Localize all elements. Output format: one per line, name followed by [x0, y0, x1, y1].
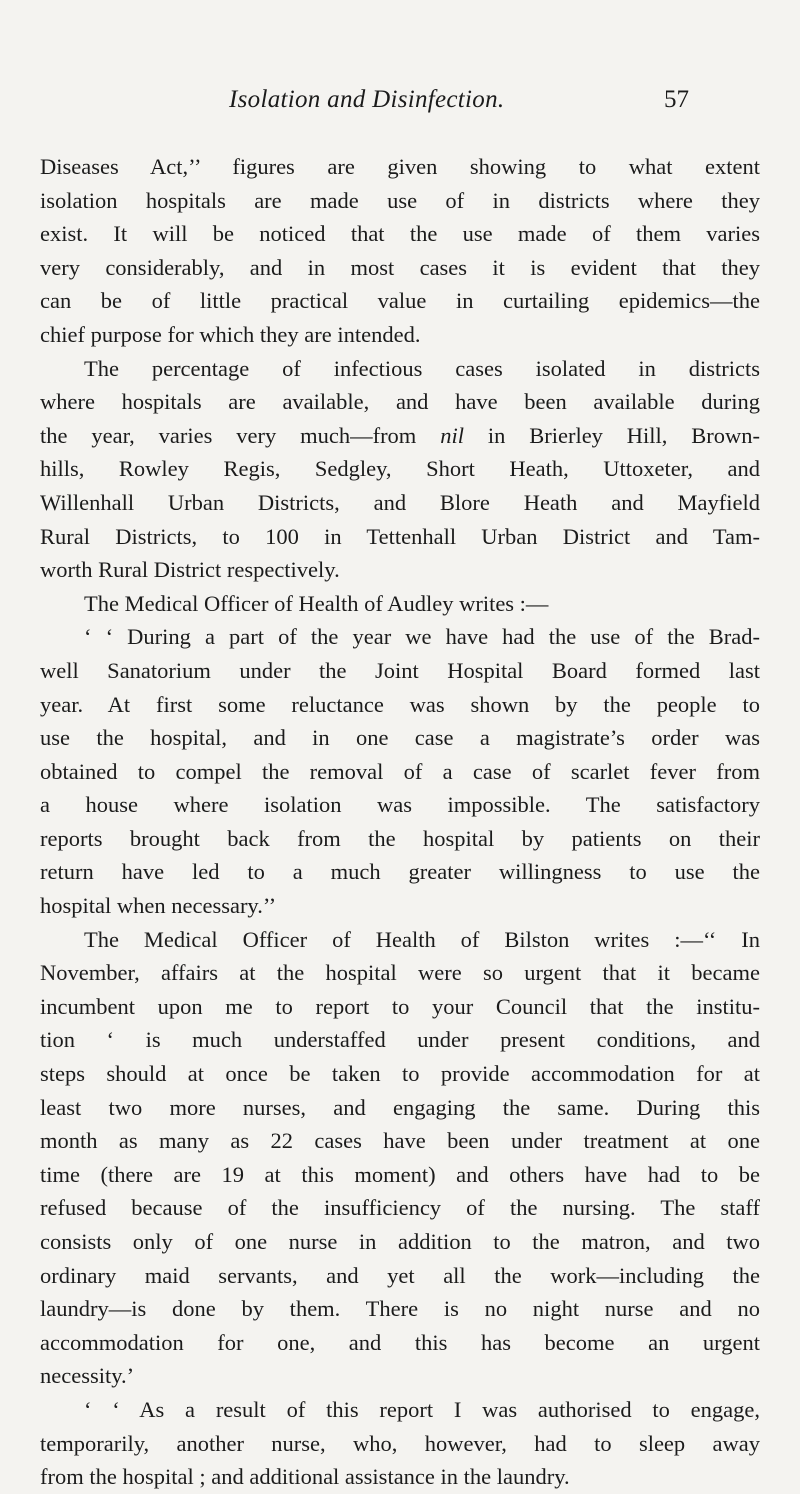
text-line: return have led to a much greater willingness to use the: [40, 859, 760, 885]
text-line: obtained to compel the removal of a case of scarlet fever from: [40, 758, 760, 784]
text-line: isolation hospitals are made use of in districts where they: [40, 187, 760, 213]
text-line: least two more nurses, and engaging the same. During this: [40, 1094, 760, 1120]
text-line: where hospitals are available, and have been available during: [40, 389, 760, 415]
text-line: ‘ ‘ As a result of this report I was authorised to engage,: [84, 1396, 760, 1422]
text-line: well Sanatorium under the Joint Hospital Board formed last: [40, 657, 760, 683]
text-line: ordinary maid servants, and yet all the work—including the: [40, 1262, 760, 1288]
text-line: necessity.’: [40, 1363, 135, 1389]
text-segment: the year, varies very much—from: [40, 422, 417, 448]
text-line: Diseases Act,’’ figures are given showing to what extent: [40, 154, 760, 179]
text-line: worth Rural District respectively.: [40, 557, 340, 583]
text-line: accommodation for one, and this has become an urgent: [40, 1329, 760, 1355]
text-line: year. At first some reluctance was shown by the people to: [40, 691, 760, 717]
text-line: chief purpose for which they are intended.: [40, 321, 421, 347]
text-line: The Medical Officer of Health of Audley writes :—: [84, 590, 549, 616]
text-line: tion ‘ is much understaffed under present conditions, and: [40, 1027, 760, 1053]
text-line: exist. It will be noticed that the use made of them varies: [40, 221, 760, 247]
text-line: very considerably, and in most cases it is evident that they: [40, 254, 760, 280]
text-line: refused because of the insufficiency of the nursing. The staff: [40, 1195, 760, 1221]
text-line: incumbent upon me to report to your Council that the institu-: [40, 993, 760, 1019]
text-line: The Medical Officer of Health of Bilston writes :—‘‘ In: [84, 926, 760, 952]
text-line: ‘ ‘ During a part of the year we have had the use of the Brad-: [84, 624, 760, 650]
text-line: temporarily, another nurse, who, however, had to sleep away: [40, 1430, 760, 1456]
text-line: use the hospital, and in one case a magistrate’s order was: [40, 725, 760, 751]
text-line: reports brought back from the hospital by patients on their: [40, 825, 760, 851]
text-line: Willenhall Urban Districts, and Blore Heath and Mayfield: [40, 489, 760, 515]
running-title: Isolation and Disinfection.: [229, 86, 505, 113]
running-head: [0, 86, 800, 126]
italic-word: nil: [440, 422, 464, 448]
text-line: Rural Districts, to 100 in Tettenhall Urban District and Tam-: [40, 523, 760, 549]
text-line: from the hospital ; and additional assistance in the laundry.: [40, 1464, 570, 1490]
text-segment: in Brierley Hill, Brown-: [487, 422, 761, 448]
text-line: November, affairs at the hospital were so urgent that it became: [40, 960, 760, 986]
text-line: hospital when necessary.’’: [40, 893, 277, 919]
text-line: a house where isolation was impossible. The satisfactory: [40, 792, 760, 818]
text-line: [40, 419, 760, 453]
text-line: hills, Rowley Regis, Sedgley, Short Heath, Uttoxeter, and: [40, 456, 760, 482]
text-line: consists only of one nurse in addition to the matron, and two: [40, 1229, 760, 1254]
text-line: time (there are 19 at this moment) and others have had to be: [40, 1161, 760, 1187]
page-number: 57: [664, 86, 689, 113]
text-line: can be of little practical value in curtailing epidemics—the: [40, 288, 760, 314]
text-line: laundry—is done by them. There is no night nurse and no: [40, 1296, 760, 1322]
text-line: The percentage of infectious cases isolated in districts: [84, 355, 760, 381]
text-line: month as many as 22 cases have been under treatment at one: [40, 1128, 760, 1154]
body-text: [40, 150, 760, 1494]
text-line: steps should at once be taken to provide accommodation for at: [40, 1061, 760, 1087]
